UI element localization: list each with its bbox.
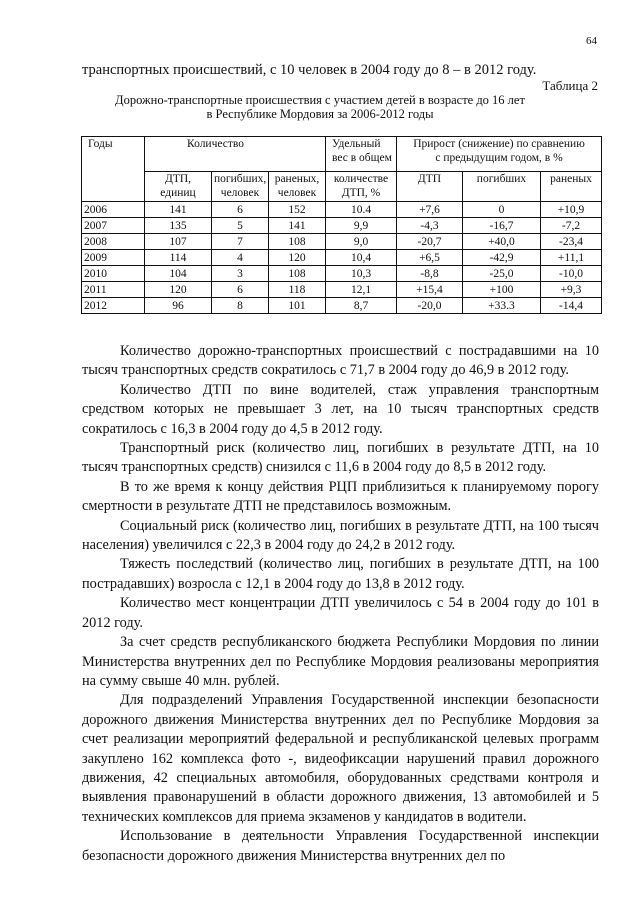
cell-share: 10,3 xyxy=(326,266,397,282)
cell-injured: 120 xyxy=(269,250,326,266)
paragraph: В то же время к концу действия РЦП приблизиться к планируемому порогу смертности в результате ДТП не представилось возможным. xyxy=(82,478,599,515)
paragraph: Тяжесть последствий (количество лиц, погибших в результате ДТП, на 100 пострадавших) возросла с 12,1 в 2004 году до 13,8 в 2012 году. xyxy=(82,556,599,592)
cell-growth-injured: +9,3 xyxy=(541,282,602,298)
cell-growth-injured: -14,4 xyxy=(541,298,602,314)
header-years: Годы xyxy=(82,137,145,202)
table-title-line-2: в Республике Мордовия за 2006-2012 годы xyxy=(206,107,434,121)
cell-year: 2006 xyxy=(82,202,145,218)
paragraph: Количество дорожно-транспортных происшествий с пострадавшими на 10 тысяч транспортных средств сократилось с 71,7 в 2004 году до 46,9 в 2012 году. xyxy=(82,343,599,379)
cell-growth-dtp: +15,4 xyxy=(397,282,463,298)
cell-share: 9,0 xyxy=(326,234,397,250)
cell-share: 8,7 xyxy=(326,298,397,314)
header-growth-injured: раненых xyxy=(541,172,602,202)
paragraph: За счет средств республиканского бюджета Республики Мордовия по линии Министерства внутренних дел по Республике Мордовия реализованы мероприятия на сумму свыше 40 млн. рублей. xyxy=(82,634,599,689)
paragraph: Количество мест концентрации ДТП увеличилось с 54 в 2004 году до 101 в 2012 году. xyxy=(82,595,599,631)
cell-growth-killed: -25,0 xyxy=(463,266,541,282)
header-killed: погибших, человек xyxy=(212,172,269,202)
cell-dtp: 141 xyxy=(145,202,212,218)
table-title xyxy=(0,93,640,121)
cell-injured: 152 xyxy=(269,202,326,218)
cell-growth-injured: +11,1 xyxy=(541,250,602,266)
body-text xyxy=(82,342,599,866)
cell-year: 2008 xyxy=(82,234,145,250)
cell-growth-injured: -23,4 xyxy=(541,234,602,250)
paragraph: Транспортный риск (количество лиц, погибших в результате ДТП, на 10 тысяч транспортных средств) снизился с 11,6 в 2004 году до 8,5 в 2012 году. xyxy=(82,440,599,476)
cell-killed: 3 xyxy=(212,266,269,282)
cell-growth-killed: -42,9 xyxy=(463,250,541,266)
cell-injured: 108 xyxy=(269,234,326,250)
table-row xyxy=(82,202,602,218)
cell-growth-injured: +10,9 xyxy=(541,202,602,218)
cell-growth-dtp: +6,5 xyxy=(397,250,463,266)
cell-killed: 5 xyxy=(212,218,269,234)
table-label: Таблица 2 xyxy=(542,78,598,93)
page-number: 64 xyxy=(586,35,597,47)
cell-injured: 141 xyxy=(269,218,326,234)
header-quantity: Количество xyxy=(145,137,326,172)
header-share: Удельный вес в общем xyxy=(326,137,397,172)
cell-killed: 8 xyxy=(212,298,269,314)
cell-dtp: 104 xyxy=(145,266,212,282)
cell-share: 9,9 xyxy=(326,218,397,234)
header-dtp-units: ДТП, единиц xyxy=(145,172,212,202)
cell-growth-killed: 0 xyxy=(463,202,541,218)
cell-dtp: 135 xyxy=(145,218,212,234)
cell-growth-dtp: -20,0 xyxy=(397,298,463,314)
cell-share: 10,4 xyxy=(326,250,397,266)
cell-growth-dtp: +7,6 xyxy=(397,202,463,218)
cell-injured: 108 xyxy=(269,266,326,282)
cell-year: 2012 xyxy=(82,298,145,314)
road-accidents-table xyxy=(81,136,602,314)
cell-growth-dtp: -20,7 xyxy=(397,234,463,250)
cell-share: 12,1 xyxy=(326,282,397,298)
cell-dtp: 114 xyxy=(145,250,212,266)
table-row xyxy=(82,266,602,282)
cell-growth-dtp: -8,8 xyxy=(397,266,463,282)
cell-killed: 6 xyxy=(212,282,269,298)
header-growth: Прирост (снижение) по сравнению с предыдущим годом, в % xyxy=(397,137,602,172)
cell-growth-dtp: -4,3 xyxy=(397,218,463,234)
table-title-line-1: Дорожно-транспортные происшествия с участием детей в возрасте до 16 лет xyxy=(115,93,525,107)
header-growth-killed: погибших xyxy=(463,172,541,202)
cell-killed: 4 xyxy=(212,250,269,266)
header-growth-dtp: ДТП xyxy=(397,172,463,202)
paragraph: Использование в деятельности Управления Государственной инспекции безопасности дорожного движения Министерства внутренних дел по xyxy=(82,828,599,864)
cell-growth-killed: +40,0 xyxy=(463,234,541,250)
table-row xyxy=(82,218,602,234)
cell-dtp: 107 xyxy=(145,234,212,250)
cell-injured: 101 xyxy=(269,298,326,314)
cell-injured: 118 xyxy=(269,282,326,298)
cell-growth-injured: -7,2 xyxy=(541,218,602,234)
cell-growth-killed: +100 xyxy=(463,282,541,298)
cell-dtp: 120 xyxy=(145,282,212,298)
paragraph: Социальный риск (количество лиц, погибших в результате ДТП, на 100 тысяч населения) увеличился с 22,3 в 2004 году до 24,2 в 2012 году. xyxy=(82,517,599,554)
cell-growth-killed: -16,7 xyxy=(463,218,541,234)
table-row xyxy=(82,250,602,266)
header-injured: раненых, человек xyxy=(269,172,326,202)
table-row xyxy=(82,298,602,314)
cell-year: 2009 xyxy=(82,250,145,266)
cell-year: 2011 xyxy=(82,282,145,298)
paragraph: Для подразделений Управления Государственной инспекции безопасности дорожного движения Министерства внутренних дел по Республике Мордовия за счет реализации мероприятий федеральной и республиканской целевых программ закуплено 162 комплекса фото -, видеофиксации нарушений правил дорожного движения, 42 специальных автомобиля, оборудованных средствами контроля и выявления правонарушений в области дорожного движения, 13 автомобилей и 5 технических комплексов для приема экзаменов у кандидатов в водители. xyxy=(82,692,599,825)
table-row xyxy=(82,234,602,250)
cell-dtp: 96 xyxy=(145,298,212,314)
cell-killed: 7 xyxy=(212,234,269,250)
intro-line: транспортных происшествий, с 10 человек в 2004 году до 8 – в 2012 году. xyxy=(82,62,537,78)
cell-killed: 6 xyxy=(212,202,269,218)
header-share-sub: количестве ДТП, % xyxy=(326,172,397,202)
paragraph: Количество ДТП по вине водителей, стаж управления транспортным средством которых не превышает 3 лет, на 10 тысяч транспортных средств сократилось с 16,3 в 2004 году до 4,5 в 2012 году. xyxy=(82,381,599,437)
cell-growth-injured: -10,0 xyxy=(541,266,602,282)
cell-share: 10.4 xyxy=(326,202,397,218)
table-row xyxy=(82,282,602,298)
cell-year: 2007 xyxy=(82,218,145,234)
cell-year: 2010 xyxy=(82,266,145,282)
cell-growth-killed: +33.3 xyxy=(463,298,541,314)
